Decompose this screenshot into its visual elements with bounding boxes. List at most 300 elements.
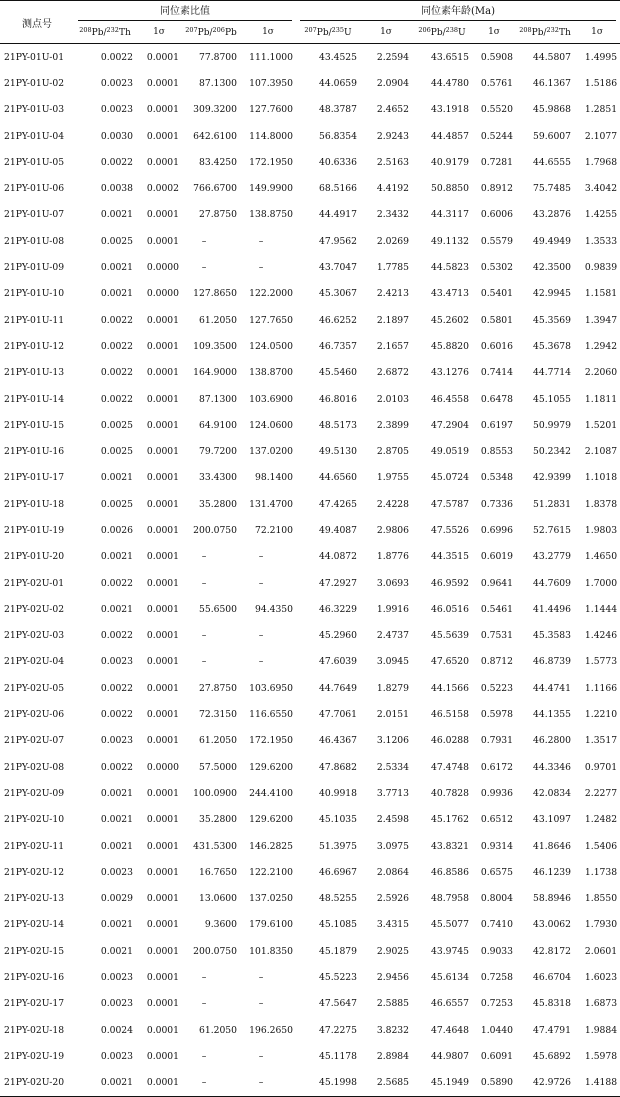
value-cell: 87.1300 bbox=[199, 77, 237, 89]
value-cell: 47.5526 bbox=[431, 524, 469, 536]
value-cell: – bbox=[201, 551, 207, 563]
value-cell: 0.0001 bbox=[146, 235, 179, 247]
value-cell: 2.5885 bbox=[376, 998, 409, 1010]
value-cell: 46.4558 bbox=[431, 393, 469, 405]
value-cell: 0.0001 bbox=[146, 104, 179, 116]
sigma-header: 1σ bbox=[360, 21, 412, 44]
value-cell: 45.2960 bbox=[319, 630, 357, 642]
sample-id-cell: 21PY-02U-06 bbox=[4, 709, 65, 721]
value-cell: 0.9033 bbox=[480, 945, 513, 957]
value-cell: 0.0021 bbox=[100, 787, 133, 799]
table-row bbox=[0, 70, 620, 96]
sample-id-cell: 21PY-01U-01 bbox=[4, 51, 65, 63]
value-cell: – bbox=[201, 262, 207, 274]
value-cell: 1.4650 bbox=[584, 551, 618, 563]
value-cell: 45.5460 bbox=[319, 367, 357, 379]
value-cell: 137.0200 bbox=[249, 446, 293, 458]
value-cell: 0.0001 bbox=[146, 840, 179, 852]
value-cell: 75.7485 bbox=[533, 183, 571, 195]
value-cell: 2.9025 bbox=[376, 945, 409, 957]
value-cell: 1.8279 bbox=[376, 682, 409, 694]
table-row bbox=[0, 202, 620, 228]
value-cell: 46.6704 bbox=[533, 972, 571, 984]
value-cell: 0.0023 bbox=[100, 104, 133, 116]
value-cell: 2.4213 bbox=[376, 288, 409, 300]
value-cell: 45.1035 bbox=[319, 814, 357, 826]
value-cell: 58.8946 bbox=[533, 893, 571, 905]
value-cell: 41.8646 bbox=[533, 840, 571, 852]
value-cell: 0.0000 bbox=[146, 761, 179, 773]
value-cell: 0.0001 bbox=[146, 419, 179, 431]
value-cell: 46.3229 bbox=[319, 603, 357, 615]
sample-id-cell: 21PY-01U-06 bbox=[4, 183, 65, 195]
value-cell: 0.0001 bbox=[146, 446, 179, 458]
value-cell: 0.0001 bbox=[146, 787, 179, 799]
value-cell: 0.6197 bbox=[480, 419, 513, 431]
value-cell: 0.0021 bbox=[100, 262, 133, 274]
value-cell: 3.0975 bbox=[376, 840, 409, 852]
value-cell: 3.8232 bbox=[376, 1024, 409, 1036]
value-cell: 47.4748 bbox=[431, 761, 469, 773]
value-cell: 0.0001 bbox=[146, 367, 179, 379]
value-cell: 45.8820 bbox=[431, 340, 469, 352]
value-cell: – bbox=[258, 630, 264, 642]
value-cell: 43.1097 bbox=[533, 814, 571, 826]
value-cell: 2.2060 bbox=[584, 367, 618, 379]
value-cell: 47.6520 bbox=[431, 656, 469, 668]
value-cell: 68.5166 bbox=[319, 183, 357, 195]
value-cell: 42.9399 bbox=[533, 472, 571, 484]
value-cell: 45.1998 bbox=[296, 1070, 360, 1097]
value-cell: 46.9592 bbox=[431, 577, 469, 589]
value-cell: 3.0945 bbox=[376, 656, 409, 668]
sample-id-cell: 21PY-02U-11 bbox=[4, 840, 65, 852]
value-cell: 124.0600 bbox=[249, 419, 293, 431]
value-cell: 45.3678 bbox=[533, 340, 571, 352]
value-cell: 44.6560 bbox=[319, 472, 357, 484]
value-cell: 0.9936 bbox=[480, 787, 513, 799]
value-cell: 0.0001 bbox=[146, 945, 179, 957]
sample-id-cell: 21PY-01U-17 bbox=[4, 472, 65, 484]
value-cell: 1.5773 bbox=[584, 656, 618, 668]
value-cell: 0.5579 bbox=[480, 235, 513, 247]
value-cell: 2.5926 bbox=[376, 893, 409, 905]
value-cell: 0.6172 bbox=[480, 761, 513, 773]
value-cell: 0.5908 bbox=[480, 51, 513, 63]
value-cell: 2.3899 bbox=[376, 419, 409, 431]
table-row bbox=[0, 1017, 620, 1043]
value-cell: 0.0026 bbox=[100, 524, 133, 536]
value-cell: 1.1018 bbox=[584, 472, 618, 484]
value-cell: 94.4350 bbox=[255, 603, 293, 615]
value-cell: 0.0021 bbox=[100, 209, 133, 221]
value-cell: 0.6091 bbox=[480, 1050, 513, 1062]
value-cell: 72.2100 bbox=[255, 524, 293, 536]
value-cell: 45.5223 bbox=[319, 972, 357, 984]
value-cell: 43.4525 bbox=[319, 51, 357, 63]
value-cell: 45.2602 bbox=[431, 314, 469, 326]
value-cell: 2.4737 bbox=[376, 630, 409, 642]
table-row bbox=[0, 991, 620, 1017]
value-cell: 47.4791 bbox=[533, 1024, 571, 1036]
isotope-column-header: $^{206}$Pb/$^{238}$U bbox=[412, 21, 472, 44]
sample-id-cell: 21PY-01U-08 bbox=[4, 235, 65, 247]
value-cell: 44.9807 bbox=[431, 1050, 469, 1062]
value-cell: 1.5186 bbox=[584, 77, 618, 89]
value-cell: 0.6016 bbox=[480, 340, 513, 352]
value-cell: 27.8750 bbox=[199, 682, 237, 694]
value-cell: 47.8682 bbox=[319, 761, 357, 773]
value-cell: 0.0022 bbox=[100, 630, 133, 642]
value-cell: 44.7649 bbox=[319, 682, 357, 694]
value-cell: 44.0659 bbox=[319, 77, 357, 89]
table-row bbox=[0, 386, 620, 412]
value-cell: 44.3117 bbox=[431, 209, 469, 221]
value-cell: 59.6007 bbox=[533, 130, 571, 142]
value-cell: 42.8172 bbox=[533, 945, 571, 957]
value-cell: 0.0021 bbox=[100, 551, 133, 563]
value-cell: 1.8378 bbox=[584, 498, 618, 510]
value-cell: 1.1444 bbox=[584, 603, 618, 615]
value-cell: 0.7253 bbox=[480, 998, 513, 1010]
value-cell: 3.7713 bbox=[376, 787, 409, 799]
value-cell: 0.8004 bbox=[480, 893, 513, 905]
value-cell: 2.0151 bbox=[376, 709, 409, 721]
value-cell: 1.5406 bbox=[584, 840, 618, 852]
value-cell: 0.0000 bbox=[146, 262, 179, 274]
value-cell: 0.0021 bbox=[100, 814, 133, 826]
value-cell: 0.8553 bbox=[480, 446, 513, 458]
value-cell: 43.8321 bbox=[431, 840, 469, 852]
value-cell: 44.0872 bbox=[319, 551, 357, 563]
value-cell: 122.2000 bbox=[249, 288, 293, 300]
value-cell: 0.0029 bbox=[100, 893, 133, 905]
sample-id-cell: 21PY-01U-07 bbox=[4, 209, 65, 221]
value-cell: 0.0022 bbox=[100, 340, 133, 352]
value-cell: 0.0021 bbox=[74, 1070, 136, 1097]
value-cell: 116.6550 bbox=[249, 709, 293, 721]
value-cell: 2.5334 bbox=[376, 761, 409, 773]
value-cell: 35.2800 bbox=[199, 814, 237, 826]
value-cell: 40.7828 bbox=[431, 787, 469, 799]
value-cell: 50.8850 bbox=[431, 183, 469, 195]
sigma-header: 1σ bbox=[472, 21, 516, 44]
value-cell: 1.5201 bbox=[584, 419, 618, 431]
value-cell: 0.0001 bbox=[146, 972, 179, 984]
value-cell: 49.4949 bbox=[533, 235, 571, 247]
value-cell: 0.5461 bbox=[480, 603, 513, 615]
sample-id-cell: 21PY-02U-08 bbox=[4, 761, 65, 773]
value-cell: 0.5244 bbox=[480, 130, 513, 142]
value-cell: 45.1762 bbox=[431, 814, 469, 826]
value-cell: 0.0023 bbox=[100, 998, 133, 1010]
sample-id-cell: 21PY-01U-12 bbox=[4, 340, 65, 352]
value-cell: 0.0001 bbox=[146, 130, 179, 142]
value-cell: 0.0001 bbox=[146, 735, 179, 747]
table-row bbox=[0, 807, 620, 833]
value-cell: 129.6200 bbox=[249, 761, 293, 773]
table-row bbox=[0, 123, 620, 149]
value-cell: 0.0024 bbox=[100, 1024, 133, 1036]
value-cell: 50.9979 bbox=[533, 419, 571, 431]
value-cell: 56.8354 bbox=[319, 130, 357, 142]
value-cell: 0.6006 bbox=[480, 209, 513, 221]
value-cell: 2.0269 bbox=[376, 235, 409, 247]
value-cell: 45.3583 bbox=[533, 630, 571, 642]
value-cell: 47.6039 bbox=[319, 656, 357, 668]
value-cell: 42.0834 bbox=[533, 787, 571, 799]
value-cell: 0.5801 bbox=[480, 314, 513, 326]
row-label-header: 测点号 bbox=[0, 1, 74, 44]
table-row bbox=[0, 596, 620, 622]
value-cell: 0.0025 bbox=[100, 498, 133, 510]
value-cell: 0.0001 bbox=[146, 893, 179, 905]
value-cell: 50.2342 bbox=[533, 446, 571, 458]
value-cell: 0.0021 bbox=[100, 288, 133, 300]
table-row bbox=[0, 833, 620, 859]
value-cell: 45.3569 bbox=[533, 314, 571, 326]
table-row bbox=[0, 412, 620, 438]
value-cell: 0.8712 bbox=[480, 656, 513, 668]
value-cell: 129.6200 bbox=[249, 814, 293, 826]
value-cell: 61.2050 bbox=[199, 314, 237, 326]
table-row bbox=[0, 1070, 620, 1097]
value-cell: 0.7336 bbox=[480, 498, 513, 510]
table-row bbox=[0, 701, 620, 727]
value-cell: 0.0001 bbox=[146, 209, 179, 221]
table-row bbox=[0, 675, 620, 701]
sample-id-cell: 21PY-01U-11 bbox=[4, 314, 65, 326]
value-cell: 42.9726 bbox=[516, 1070, 574, 1097]
value-cell: 49.1132 bbox=[431, 235, 469, 247]
table-row bbox=[0, 859, 620, 885]
value-cell: 45.8318 bbox=[533, 998, 571, 1010]
value-cell: 0.0021 bbox=[100, 945, 133, 957]
value-cell: 51.3975 bbox=[319, 840, 357, 852]
table-row bbox=[0, 149, 620, 175]
value-cell: 1.3947 bbox=[584, 314, 618, 326]
value-cell: 0.0001 bbox=[146, 498, 179, 510]
sample-id-cell: 21PY-02U-05 bbox=[4, 682, 65, 694]
value-cell: 244.4100 bbox=[249, 787, 293, 799]
value-cell: 98.1400 bbox=[255, 472, 293, 484]
value-cell: 47.2904 bbox=[431, 419, 469, 431]
value-cell: 0.0022 bbox=[100, 709, 133, 721]
value-cell: 45.1949 bbox=[412, 1070, 472, 1097]
sample-id-cell: 21PY-01U-15 bbox=[4, 419, 65, 431]
value-cell: 47.5647 bbox=[319, 998, 357, 1010]
value-cell: 1.7000 bbox=[584, 577, 618, 589]
value-cell: 43.0062 bbox=[533, 919, 571, 931]
value-cell: – bbox=[201, 235, 207, 247]
value-cell: 0.0030 bbox=[100, 130, 133, 142]
header-group-row bbox=[0, 1, 620, 22]
value-cell: – bbox=[258, 656, 264, 668]
sigma-header: 1σ bbox=[136, 21, 182, 44]
value-cell: 2.1897 bbox=[376, 314, 409, 326]
value-cell: 2.0904 bbox=[376, 77, 409, 89]
table-row bbox=[0, 570, 620, 596]
value-cell: 45.0724 bbox=[431, 472, 469, 484]
value-cell: 55.6500 bbox=[199, 603, 237, 615]
table-row bbox=[0, 97, 620, 123]
value-cell: – bbox=[201, 630, 207, 642]
table-row bbox=[0, 623, 620, 649]
table-row bbox=[0, 465, 620, 491]
sample-id-cell: 21PY-02U-18 bbox=[4, 1024, 65, 1036]
value-cell: 0.0023 bbox=[100, 656, 133, 668]
value-cell: – bbox=[201, 656, 207, 668]
table-row bbox=[0, 438, 620, 464]
value-cell: 172.1950 bbox=[249, 735, 293, 747]
value-cell: 0.0001 bbox=[146, 814, 179, 826]
value-cell: 1.4188 bbox=[574, 1070, 620, 1097]
sample-id-cell: 21PY-01U-04 bbox=[4, 130, 65, 142]
value-cell: – bbox=[201, 998, 207, 1010]
value-cell: 43.1918 bbox=[431, 104, 469, 116]
value-cell: 0.6478 bbox=[480, 393, 513, 405]
sample-id-cell: 21PY-01U-09 bbox=[4, 262, 65, 274]
value-cell: 1.6023 bbox=[584, 972, 618, 984]
table-row bbox=[0, 228, 620, 254]
value-cell: 46.8016 bbox=[319, 393, 357, 405]
value-cell: 0.0022 bbox=[100, 51, 133, 63]
value-cell: 61.2050 bbox=[199, 735, 237, 747]
value-cell: 43.2779 bbox=[533, 551, 571, 563]
value-cell: 0.0022 bbox=[100, 682, 133, 694]
value-cell: 49.4087 bbox=[319, 524, 357, 536]
value-cell: 47.4265 bbox=[319, 498, 357, 510]
value-cell: 51.2831 bbox=[533, 498, 571, 510]
value-cell: 2.5163 bbox=[376, 156, 409, 168]
value-cell: 200.0750 bbox=[193, 524, 237, 536]
sample-id-cell: 21PY-02U-20 bbox=[0, 1070, 74, 1097]
value-cell: 48.5173 bbox=[319, 419, 357, 431]
value-cell: – bbox=[182, 1070, 240, 1097]
value-cell: 0.0022 bbox=[100, 156, 133, 168]
value-cell: 0.5223 bbox=[480, 682, 513, 694]
value-cell: 127.7650 bbox=[249, 314, 293, 326]
table-row bbox=[0, 964, 620, 990]
value-cell: 2.2594 bbox=[376, 51, 409, 63]
value-cell: 0.0025 bbox=[100, 419, 133, 431]
value-cell: 2.9806 bbox=[376, 524, 409, 536]
value-cell: 0.0001 bbox=[136, 1070, 182, 1097]
sample-id-cell: 21PY-01U-18 bbox=[4, 498, 65, 510]
value-cell: 0.0021 bbox=[100, 840, 133, 852]
value-cell: 0.0021 bbox=[100, 472, 133, 484]
value-cell: – bbox=[258, 235, 264, 247]
value-cell: 45.1055 bbox=[533, 393, 571, 405]
value-cell: 43.6515 bbox=[431, 51, 469, 63]
value-cell: 46.2800 bbox=[533, 735, 571, 747]
value-cell: 44.4857 bbox=[431, 130, 469, 142]
value-cell: 100.0900 bbox=[193, 787, 237, 799]
value-cell: 2.1657 bbox=[376, 340, 409, 352]
value-cell: 0.0001 bbox=[146, 656, 179, 668]
value-cell: 0.7931 bbox=[480, 735, 513, 747]
value-cell: 0.0000 bbox=[146, 288, 179, 300]
isotope-column-header: $^{208}$Pb/$^{232}$Th bbox=[74, 21, 136, 44]
sample-id-cell: 21PY-02U-19 bbox=[4, 1050, 65, 1062]
value-cell: 43.9745 bbox=[431, 945, 469, 957]
value-cell: 83.4250 bbox=[199, 156, 237, 168]
value-cell: 46.5158 bbox=[431, 709, 469, 721]
value-cell: 46.6967 bbox=[319, 866, 357, 878]
value-cell: 137.0250 bbox=[249, 893, 293, 905]
value-cell: 2.9456 bbox=[376, 972, 409, 984]
value-cell: 45.1085 bbox=[319, 919, 357, 931]
value-cell: 309.3200 bbox=[193, 104, 237, 116]
value-cell: 0.0023 bbox=[100, 972, 133, 984]
value-cell: 111.1000 bbox=[249, 51, 293, 63]
value-cell: 0.0001 bbox=[146, 393, 179, 405]
value-cell: 79.7200 bbox=[199, 446, 237, 458]
value-cell: 2.1087 bbox=[584, 446, 618, 458]
value-cell: 0.6575 bbox=[480, 866, 513, 878]
value-cell: 47.2927 bbox=[319, 577, 357, 589]
value-cell: 16.7650 bbox=[199, 866, 237, 878]
value-cell: – bbox=[258, 998, 264, 1010]
sample-id-cell: 21PY-02U-03 bbox=[4, 630, 65, 642]
value-cell: 1.9916 bbox=[376, 603, 409, 615]
value-cell: 0.0025 bbox=[100, 446, 133, 458]
value-cell: 0.0022 bbox=[100, 314, 133, 326]
value-cell: 9.3600 bbox=[204, 919, 237, 931]
value-cell: 0.7258 bbox=[480, 972, 513, 984]
value-cell: 48.5255 bbox=[319, 893, 357, 905]
value-cell: 0.0022 bbox=[100, 761, 133, 773]
value-cell: 0.9701 bbox=[584, 761, 618, 773]
value-cell: 114.8000 bbox=[249, 130, 293, 142]
value-cell: 1.8776 bbox=[376, 551, 409, 563]
value-cell: 2.8705 bbox=[376, 446, 409, 458]
value-cell: 0.6996 bbox=[480, 524, 513, 536]
value-cell: 3.4315 bbox=[376, 919, 409, 931]
value-cell: 46.8739 bbox=[533, 656, 571, 668]
value-cell: 43.2876 bbox=[533, 209, 571, 221]
value-cell: 122.2100 bbox=[249, 866, 293, 878]
value-cell: 43.7047 bbox=[319, 262, 357, 274]
age-group-header: 同位素年龄(Ma) bbox=[296, 1, 620, 22]
value-cell: 0.0001 bbox=[146, 340, 179, 352]
value-cell: 149.9900 bbox=[249, 183, 293, 195]
value-cell: 52.7615 bbox=[533, 524, 571, 536]
value-cell: 40.9179 bbox=[431, 156, 469, 168]
isotope-column-header: $^{207}$Pb/$^{206}$Pb bbox=[182, 21, 240, 44]
value-cell: 47.5787 bbox=[431, 498, 469, 510]
value-cell: 1.3517 bbox=[584, 735, 618, 747]
table-row bbox=[0, 254, 620, 280]
value-cell: 46.8586 bbox=[431, 866, 469, 878]
value-cell: 0.0001 bbox=[146, 77, 179, 89]
value-cell: 0.7281 bbox=[480, 156, 513, 168]
value-cell: 40.6336 bbox=[319, 156, 357, 168]
value-cell: 61.2050 bbox=[199, 1024, 237, 1036]
value-cell: 46.7357 bbox=[319, 340, 357, 352]
value-cell: 2.3432 bbox=[376, 209, 409, 221]
value-cell: 127.8650 bbox=[193, 288, 237, 300]
value-cell: 13.0600 bbox=[199, 893, 237, 905]
value-cell: 0.0001 bbox=[146, 998, 179, 1010]
value-cell: 1.1811 bbox=[584, 393, 618, 405]
value-cell: 27.8750 bbox=[199, 209, 237, 221]
value-cell: 103.6900 bbox=[249, 393, 293, 405]
sigma-header: 1σ bbox=[574, 21, 620, 44]
value-cell: 43.1276 bbox=[431, 367, 469, 379]
value-cell: 45.5077 bbox=[431, 919, 469, 931]
value-cell: – bbox=[258, 551, 264, 563]
